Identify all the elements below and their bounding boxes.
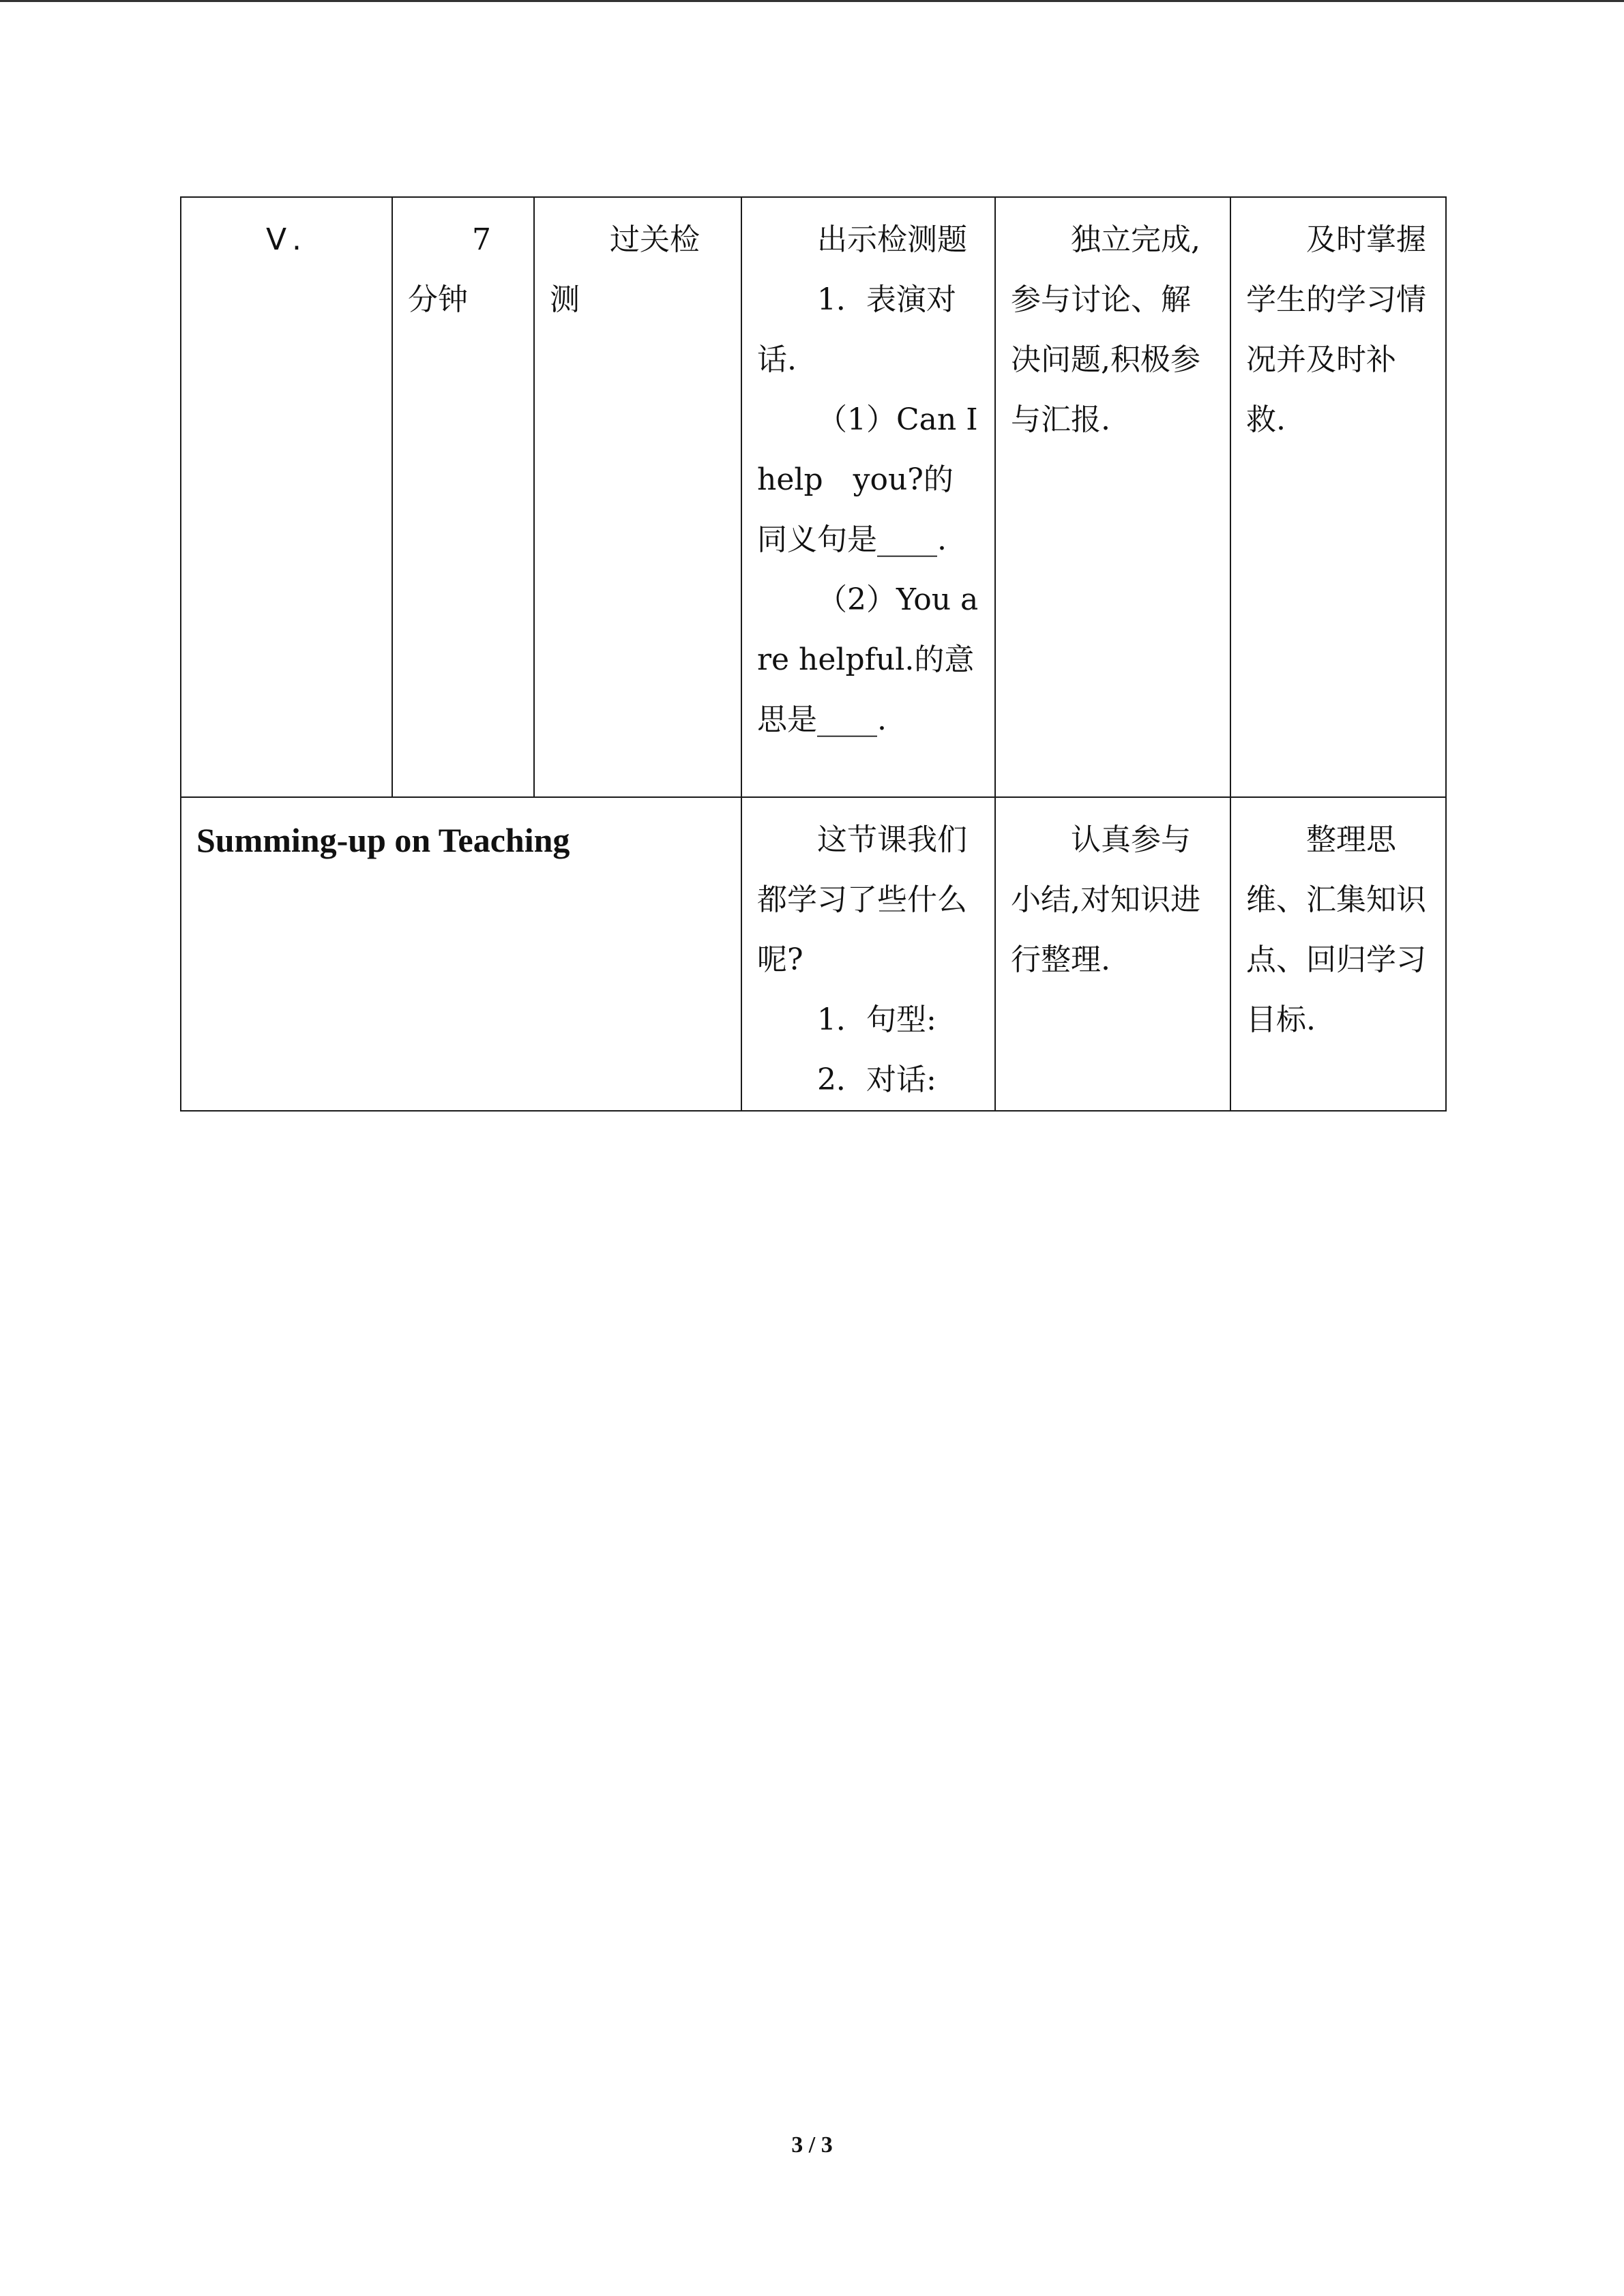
purpose-text: 整理思维、汇集知识点、回归学习目标. xyxy=(1246,822,1426,1037)
lesson-plan-table xyxy=(180,196,1447,1112)
purpose-text: 及时掌握学生的学习情况并及时补救. xyxy=(1246,222,1426,437)
teacher-line: 1．句型: xyxy=(817,1002,936,1037)
teacher-line: 出示检测题 xyxy=(817,222,967,257)
page-number: 3 / 3 xyxy=(791,2132,833,2158)
step-cell xyxy=(181,197,392,797)
table-row-summing-up xyxy=(181,797,1446,1111)
student-text: 认真参与小结,对知识进行整理. xyxy=(1011,822,1200,977)
teacher-line: 2．对话: xyxy=(817,1062,936,1097)
teacher-line: 这节课我们都学习了些什么呢? xyxy=(757,822,967,977)
purpose-cell xyxy=(1230,197,1446,797)
time-unit: 分钟 xyxy=(408,282,468,317)
summing-up-label: Summing-up on Teaching xyxy=(196,821,570,859)
activity-text: 过关检测 xyxy=(550,222,700,317)
teacher-line: 1．表演对话. xyxy=(757,282,956,377)
purpose-cell xyxy=(1230,797,1446,1111)
teacher-line: （2）You are helpful.的意思是____. xyxy=(757,582,979,737)
summing-up-label-cell xyxy=(181,797,741,1111)
student-activity-cell xyxy=(995,797,1230,1111)
student-text: 独立完成,参与讨论、解决问题,积极参与汇报. xyxy=(1011,222,1200,437)
time-number: 7 xyxy=(472,222,491,257)
activity-cell xyxy=(534,197,741,797)
page-top-border xyxy=(0,0,1624,2)
teacher-activity-cell xyxy=(741,197,995,797)
teacher-activity-cell xyxy=(741,797,995,1111)
teacher-line: （1）Can I help you?的同义句是____. xyxy=(757,402,978,557)
student-activity-cell xyxy=(995,197,1230,797)
time-cell xyxy=(392,197,534,797)
step-number: Ⅴ. xyxy=(265,222,308,257)
table-row-step-5 xyxy=(181,197,1446,797)
